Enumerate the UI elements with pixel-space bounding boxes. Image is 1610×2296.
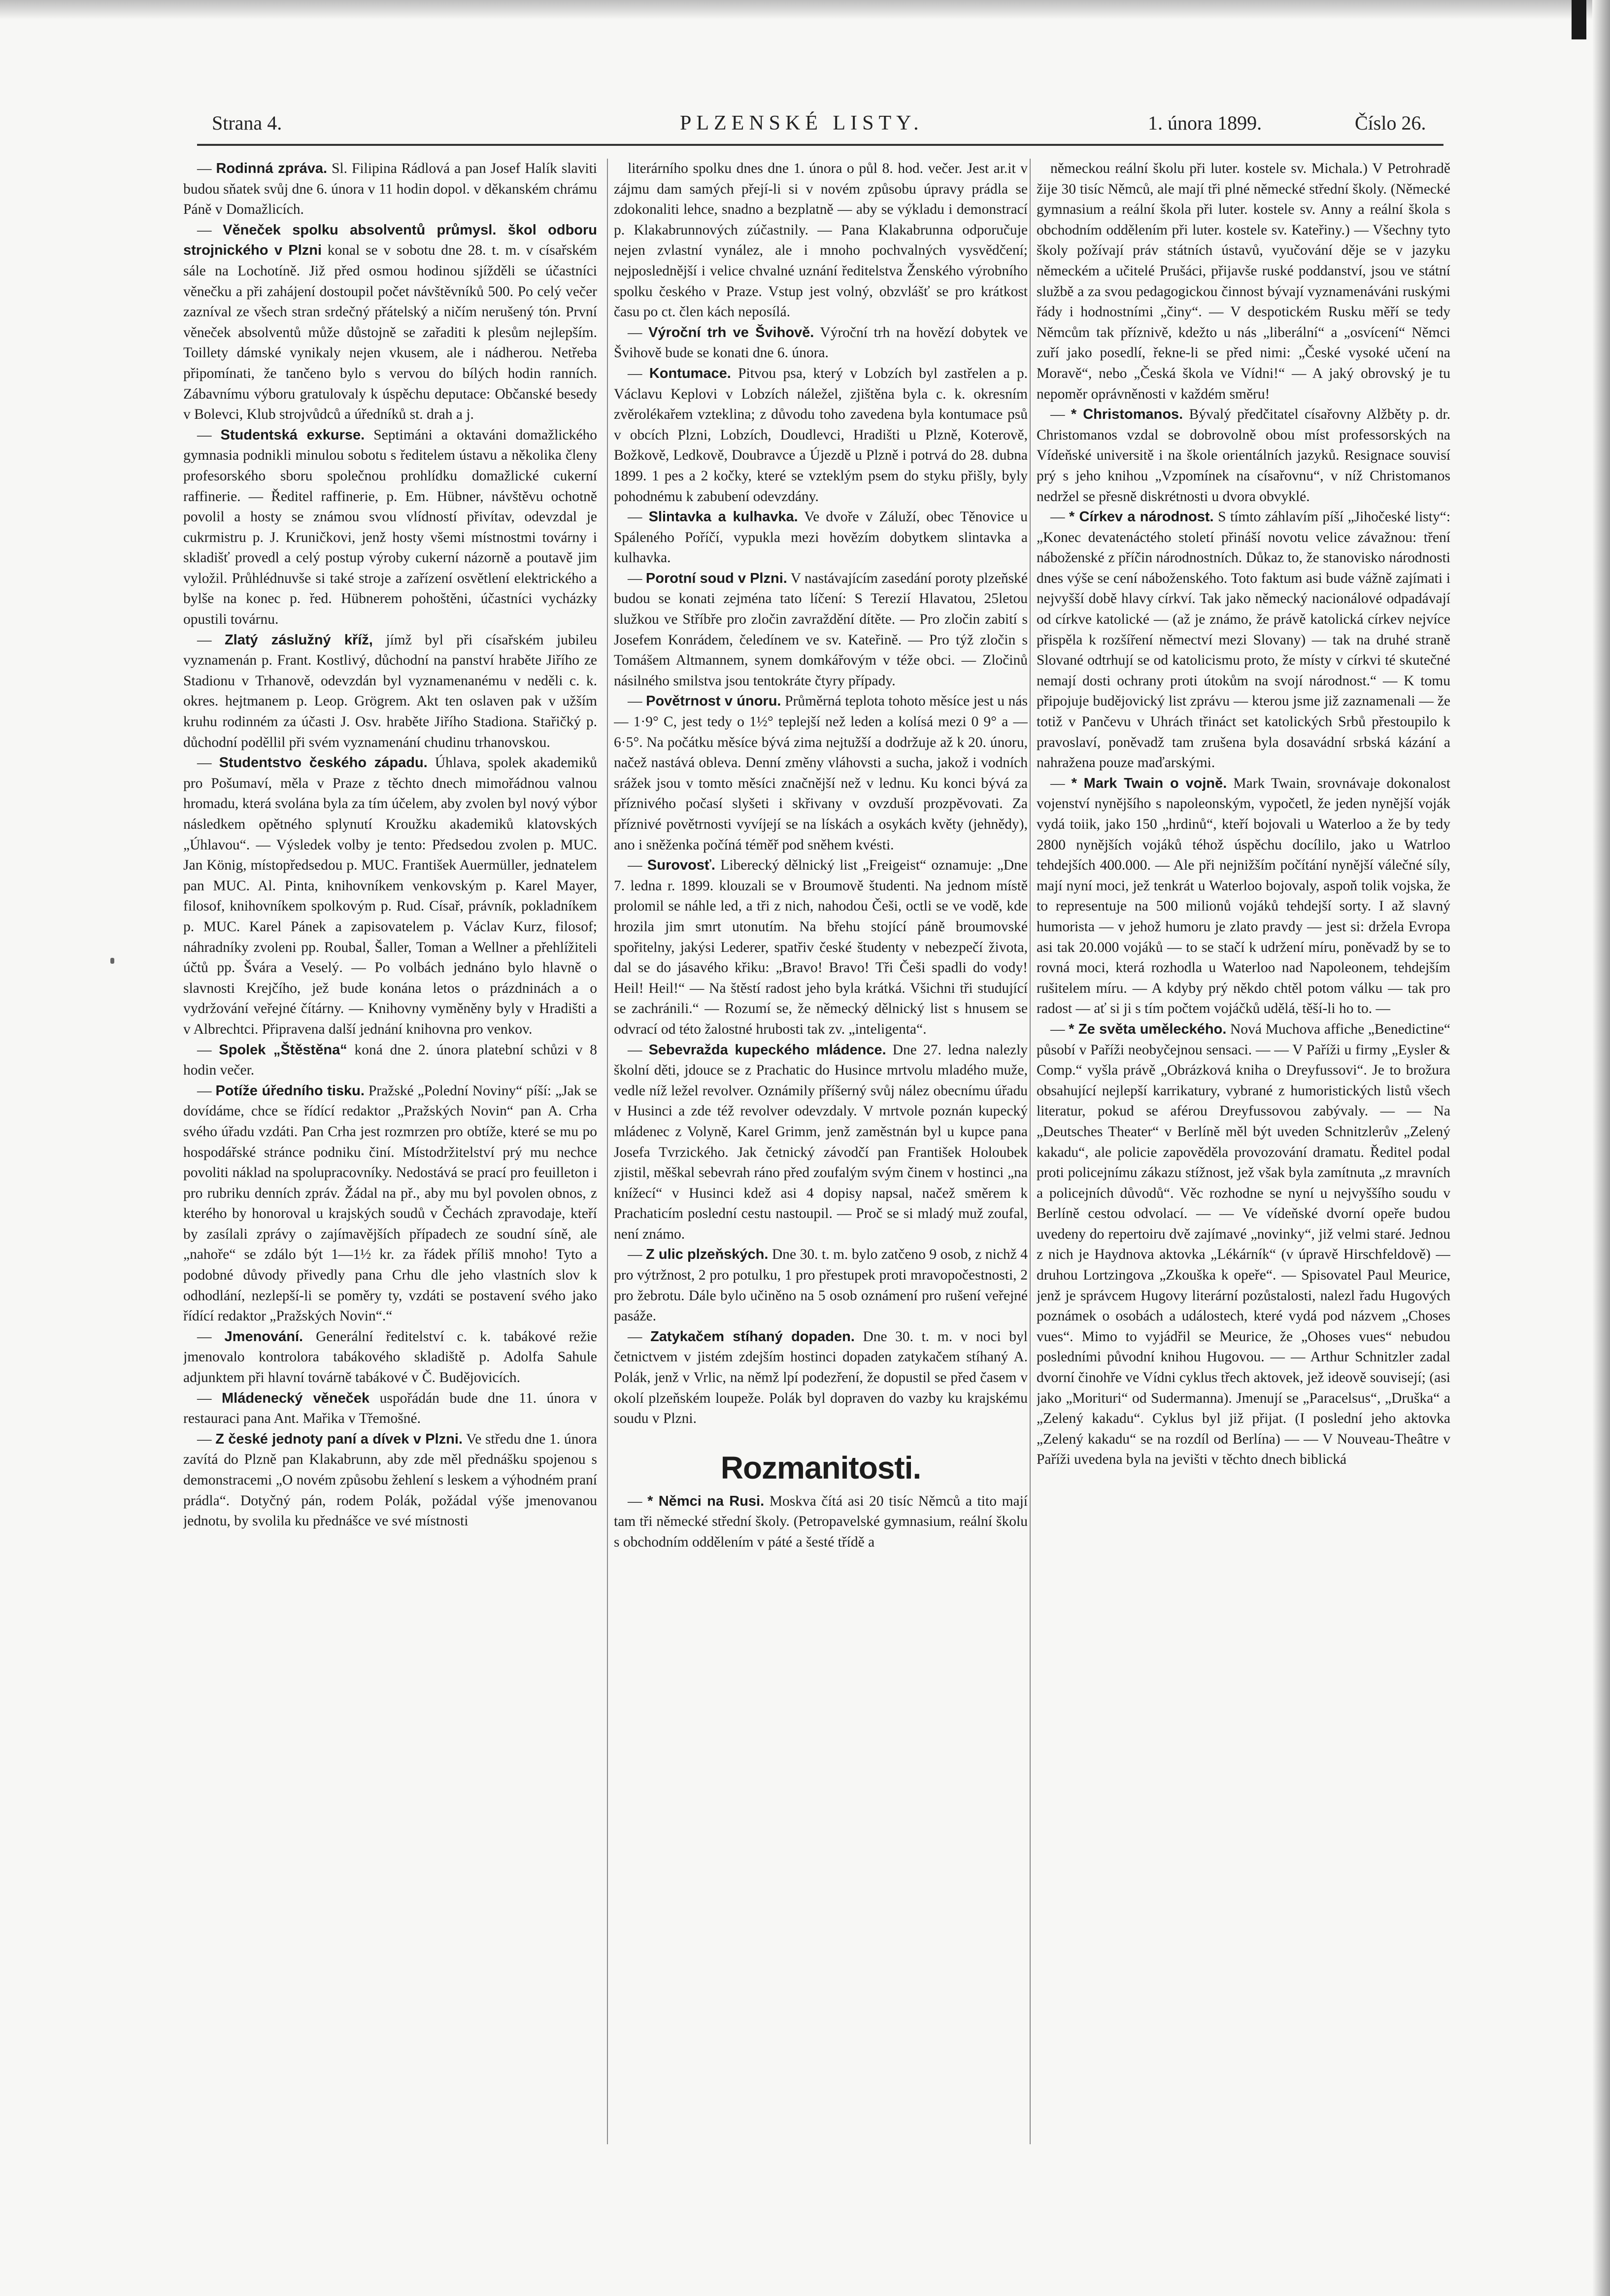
column-2 <box>614 159 1028 2144</box>
article-headline: Potíže úředního tisku. <box>215 1082 365 1099</box>
article-paragraph <box>183 1040 597 1081</box>
article-text: Generální ředitelství c. k. tabákové režie jmenovalo kontrolora tabákového skladiště p. Adolfa Sahule adjunktem při hlavní továrně tabákové v Č. Budějovicích. <box>183 1328 597 1386</box>
article-text: Dne 30. t. m. v noci byl četnictvem v jistém zdejším hostinci dopaden zatykačem stíhaný A. Polák, jenž v Vrlic, na němž lpí podezření, že dopustil se před časem v okolí plzeňském loupeže. Polák byl dopraven do vazby ku krajskému soudu v Plzni. <box>614 1328 1028 1427</box>
em-dash-marker: — <box>628 570 646 586</box>
article-headline: * Ze světa uměleckého. <box>1069 1021 1227 1037</box>
article-text: koná dne 2. února platební schůzi v 8 hodin večer. <box>183 1042 597 1079</box>
em-dash-marker: — <box>197 1431 216 1447</box>
em-dash-marker: — <box>197 1390 222 1406</box>
article-headline: Zlatý záslužný kříž, <box>224 632 373 648</box>
article-text: Moskva čítá asi 20 tisíc Němců a tito mají tam tři německé střední školy. (Petropavelské gymnasium, reální školu s obchodním oddělením v páté a šesté třídě a <box>614 1493 1028 1550</box>
em-dash-marker: — <box>1050 509 1070 525</box>
em-dash-marker: — <box>197 755 219 771</box>
em-dash-marker: — <box>1050 775 1072 791</box>
column-divider <box>1030 159 1031 2144</box>
article-text: Dne 30. t. m. bylo zatčeno 9 osob, z nichž 4 pro výtržnost, 2 pro potulku, 1 pro přestupek proti mravopočestnosti, 2 pro žebrotu. Dále bylo učiněno na 5 osob oznámení pro rušení veřejné pasáže. <box>614 1247 1028 1324</box>
article-paragraph <box>1037 507 1450 774</box>
article-paragraph <box>183 425 597 630</box>
scan-edge-right <box>1592 0 1610 2296</box>
article-text: jímž byl při císařském jubileu vyznamenán p. Frant. Kostlivý, důchodní na panství hraběte Jiřího ze Stadionu v Trhanově, odevzdán byl vyznamenanému v neděli c. k. okres. hejtmanem p. Leop. Grögrem. Akt ten oslaven pak v užším kruhu rodinném za účasti J. Osv. hraběte Jiřího Stadiona. Stařičký p. důchodní poděllil při svém vyznamenání chudinu trhanovskou. <box>183 632 597 750</box>
article-headline: Z ulic plzeňských. <box>646 1247 769 1263</box>
em-dash-marker: — <box>197 222 223 238</box>
article-paragraph <box>614 159 1028 323</box>
article-paragraph <box>183 1429 597 1532</box>
article-headline: Sebevražda kupeckého mládence. <box>648 1042 886 1058</box>
article-text: Úhlava, spolek akademiků pro Pošumaví, měla v Praze z těchto dnech mimořádnou valnou hromadu, která svolána byla za tím účelem, aby zvolen byl nový výbor následkem opětného splynutí Kroužku akademiků klatovských „Úhlavou“. — Výsledek volby je tento: Předsedou zvolen p. MUC. Jan König, místopředsedou p. MUC. František Auermüller, jednatelem pan MUC. Al. Pinta, knihovníkem venkovským p. Karel Mayer, filosof, knihovníkem spolkovým p. Rud. Císař, právník, pokladníkem p. MUC. Karel Pánek a zapisovatelem p. Václav Kurz, filosof; náhradníky zvoleni pp. Roubal, Šaller, Toman a Wellner a přehlížiteli účtů pp. Švára a Veselý. — Po volbách jednáno bylo hlavně o slavnosti Krejčího, jež bude konána letos o prázdninách a o vydržování veřejné čítárny. — Knihovny vyměněny byly v Hradišti a v Albrechtci. Připravena další jednání knihovna pro venkov. <box>183 755 597 1037</box>
article-paragraph <box>183 1388 597 1429</box>
article-text: Sl. Filipina Rádlová a pan Josef Halík slaviti budou sňatek svůj dne 6. února v 11 hodin dopol. v děkanském chrámu Páně v Domažlicích. <box>183 161 597 218</box>
article-paragraph <box>614 364 1028 507</box>
article-headline: Spolek „Štěstěna“ <box>219 1042 347 1058</box>
article-paragraph <box>183 1081 597 1327</box>
article-headline: Surovosť. <box>647 857 715 874</box>
article-paragraph <box>614 855 1028 1040</box>
article-headline: Z české jednoty paní a dívek v Plzni. <box>215 1431 463 1447</box>
article-text: Mark Twain, srovnávaje dokonalost vojenství nynějšího s napoleonským, vypočetl, že jeden nynější voják vydá toiik, jako 150 „hrdinů“, kteří bojovali u Waterloo a že by tedy 2800 nynějších vojáků téhož úspěchu docílilo, jako u Watrloo tehdejších 400.000. — Ale při nejnižším počítání nynější válečné síly, mají nyní moci, jež tenkrát u Waterloo bojovaly, aspoň tolik vojska, že to representuje na 500 milionů vojáků tehdejší sorty. I až slavný humorista — v jehož humoru je zlato pravdy — jest si: držela Evropa asi tak 20.000 vojáků — to se stačí k udržení míru, poněvadž by se to rovná moci, která rozhodla u Waterloo nad Napoleonem, tehdejším rušitelem míru. — A kdyby prý někdo chtěl potom válku — tak pro radost — ať si ji s tím počtem vojáčků udělá, těší-li ho to. — <box>1037 775 1450 1017</box>
article-text: Bývalý předčitatel císařovny Alžběty p. dr. Christomanos vzdal se dobrovolně obou míst professorských na Vídeňské universitě i na škole orientálních jazyků. Resignace souvisí prý s jeho knihou „Vzpomínek na císařovnu“, v níž Christomanos nedržel se přesně diskrétnosti u dvora obvyklé. <box>1037 406 1450 505</box>
scan-corner-mark <box>1572 0 1586 39</box>
article-text: S tímto záhlavím píší „Jihočeské listy“: „Konec devatenáctého století přináší novotu velice závažnou: tření náboženské z příčin národnostních. Důkaz to, že stanovisko národnosti dnes výše se cení náboženského. Toto faktum asi bude vážně zajímati i nejvyšší době hlavy církví. Tak jako německý nacionálové odpadávají od církve katolické — (až je známo, že právě katolická církev nejvíce přispěla k rozšíření němectví mezi Slovany) — tak na druhé straně Slované odtrhují se od katolicismu proto, že místy v církvi té skutečné nemají dosti ochrany proti útokům na svojí národnost.“ — K tomu připojuje budějovický list zprávu — kterou jsme již zaznamenali — že totiž v Pančevu v Uhrách třináct set katolických Srbů přestoupilo k pravoslaví, poněvadž tam zrušena byla dosavádní srbská kázání a nahražena pouze maďarskými. <box>1037 509 1450 771</box>
column-divider <box>607 159 608 2144</box>
article-paragraph <box>614 1327 1028 1429</box>
article-text: Ve středu dne 1. února zavítá do Plzně pan Klakabrunn, aby zde měl přednášku spojenou s demonstracemi „O novém způsobu žehlení s leskem a výhodném praní prádla“. Dotyčný pán, rodem Polák, požádal výše jmenovanou jednotu, by svolila ku přednášce ve své místnosti <box>183 1431 597 1529</box>
article-headline: Mládenecký věneček <box>222 1390 370 1406</box>
article-text: Nová Muchova affiche „Benedictine“ působí v Paříži neobyčejnou sensaci. — — V Paříži u firmy „Eysler & Comp.“ vyšla právě „Obrázková kniha o Dreyfussovi“. Je to brožura obsahující nejlepší karrikatury, vybrané z humoristických listů všech literatur, pokud se aférou Dreyfussovou zabývaly. — — Na „Deutsches Theater“ v Berlíně měl být uveden Schnitzlerův „Zelený kakadu“, ale policie zapověděla provozování dramatu. Ředitel podal proti policejnímu zákazu stížnost, jež však byla zamítnuta „z mravních a policejních důvodů“. Věc rozhodne se nyní u nejvyššího soudu v Berlíně cestou odvolací. — — Ve vídeňské dvorní opeře budou uvedeny do repertoiru dvě zajímavé „novinky“, již velmi staré. Jednou z nich je Haydnova aktovka „Lékárník“ (v úpravě Hirschfeldově) — druhou Lortzingova „Zkouška k opeře“. — Spisovatel Paul Meurice, jenž je správcem Hugovy literární pozůstalosti, nalezl řadu Hugových poznámek o osobách a událostech, které vydá pod názvem „Choses vues“. Mimo to vyjádřil se Meurice, že „Ohoses vues“ nebudou posledními původní knihou Hugovou. — — Arthur Schnitzler zadal dvorní činohře ve Vídni cyklus třech aktovek, jež ideově souvisejí; (asi jako „Morituri“ od Sudermanna). Jmenují se „Paracelsus“, „Druška“ a „Zelený kakadu“. Cyklus byl již přijat. (I poslední jeho aktovka „Zelený kakadu“ se na rozdíl od Berlína) — — V Nouveau-Theâtre v Paříži uvedena byla na jevišti v těchto dnech biblická <box>1037 1021 1450 1468</box>
article-paragraph <box>183 753 597 1040</box>
article-paragraph <box>614 569 1028 692</box>
em-dash-marker: — <box>197 632 225 648</box>
article-paragraph <box>614 1040 1028 1245</box>
em-dash-marker: — <box>628 509 649 525</box>
article-paragraph <box>614 507 1028 569</box>
em-dash-marker: — <box>628 324 649 340</box>
header-rule <box>197 144 1443 146</box>
article-text: Ve dvoře v Záluží, obec Těnovice u Spáleného Poříčí, vypukla mezi hovězím dobytkem slintavka a kulhavka. <box>614 509 1028 566</box>
print-speck <box>110 958 114 964</box>
em-dash-marker: — <box>1050 406 1071 423</box>
article-headline: Kontumace. <box>649 365 731 381</box>
article-headline: * Němci na Rusi. <box>647 1493 765 1509</box>
article-text: V nastávajícím zasedání poroty plzeňské budou se konati zejména tato líčení: S Terezií Hlavatou, 25letou služkou ve Stříbře pro zločin zavraždění dítěte. — Pro zločin zabití s Josefem Konrádem, čeledínem ve sv. Kateřině. — Pro týž zločin s Tomášem Altmannem, synem domkářovým v téže obci. — Zločinů násilného smilstva jsou tentokráte čtyry případy. <box>614 570 1028 689</box>
section-title: Rozmanitosti. <box>720 1450 921 1486</box>
em-dash-marker: — <box>628 693 646 709</box>
article-paragraph <box>1037 405 1450 507</box>
article-headline: Jmenování. <box>224 1328 303 1345</box>
article-paragraph <box>1037 1019 1450 1470</box>
article-text: uspořádán bude dne 11. února v restauraci pana Ant. Mařika v Třemošné. <box>183 1390 597 1427</box>
article-paragraph <box>614 691 1028 855</box>
article-text: konal se v sobotu dne 28. t. m. v císařském sále na Lochotíně. Již před osmou hodinou sjížděli se účastníci věnečku a při zahájení dostoupil počet návštěvníků 500. Po celý večer zazníval ze všech stran srdečný přátelský a ničím nerušený tón. První věneček absolventů může důstojně se zařaditi k plesům nejlepším. Toillety dámské vynikaly nejen vkusem, ale i nádherou. Netřeba připomínati, že tančeno bylo s vervou do bílých hodin ranních. Zábavnímu výboru gratulovaly k úspěchu deputace: Občanské besedy v Bolevci, Klub strojvůdců a úředníků st. drah a j. <box>183 242 597 423</box>
article-paragraph <box>1037 774 1450 1019</box>
article-paragraph <box>183 159 597 220</box>
page-number: Strana 4. <box>212 112 282 134</box>
article-headline: Slintavka a kulhavka. <box>648 509 798 525</box>
em-dash-marker: — <box>628 1328 651 1345</box>
em-dash-marker: — <box>1050 1021 1069 1037</box>
article-headline: Věneček spolku absolventů průmysl. škol odboru strojnického v Plzni <box>183 222 597 259</box>
newspaper-title: PLZENSKÉ LISTY. <box>680 112 924 135</box>
em-dash-marker: — <box>628 1247 646 1263</box>
em-dash-marker: — <box>197 1328 225 1345</box>
article-paragraph <box>1037 159 1450 405</box>
article-text: Liberecký dělnický list „Freigeist“ oznamuje: „Dne 7. ledna r. 1899. klouzali se v Broumově študenti. Na jednom místě prolomil se náhle led, a tři z nich, nahodou Češi, octli se ve vodě, kde hrozila jim smrt utonutím. Na břehu stojící páně broumovské spořitelny, jakýsi Lederer, spatřiv české študenty v nebezpečí života, dal se do jásavého křiku: „Bravo! Bravo! Tři Češi spadli do vody! Heil! Heil!“ — Na štěstí radost jeho byla krátká. Všichni tři studující se zachránili.“ — Rozumí se, že německý dělnický list s hnusem se odvrací od této žalostné hrubosti tak zv. „inteligenta“. <box>614 857 1028 1037</box>
scan-edge-top <box>0 0 1610 20</box>
article-paragraph <box>614 1491 1028 1553</box>
article-headline: Zatykačem stíhaný dopaden. <box>650 1328 855 1345</box>
article-text: Pražské „Polední Noviny“ píší: „Jak se dovídáme, chce se řídící redaktor „Pražských Novin“ pan A. Crha svého úřadu vzdáti. Pan Crha jest rozmrzen pro obtíže, které se mu po hospodářské stránce podniku činí. Místodržitelství prý mu nechce povoliti náklad na spolupracovníky. Nedostává se prací pro feuilleton i pro rubriku denních zpráv. Žádal na př., aby mu byl povolen obnos, z kterého by honoroval u krajských soudů v Čechách zpravodaje, kteří by zasílali zprávy o zajímavějších případech ze soudní síně, ale „nahoře“ se zdálo být 1—1½ kr. za řádek příliš mnoho! Tyto a podobné důvody přivedly pana Crhu dle jeho vlastních slov k odhodlání, nezlepší-li se poměry ty, vzdáti se postavení svého jako řídící redaktor „Pražských Novin“.“ <box>183 1082 597 1324</box>
em-dash-marker: — <box>628 1493 648 1509</box>
article-paragraph <box>183 630 597 753</box>
em-dash-marker: — <box>628 365 649 381</box>
article-paragraph <box>183 1327 597 1388</box>
em-dash-marker: — <box>197 427 221 443</box>
article-headline: * Christomanos. <box>1071 406 1183 423</box>
article-text: literárního spolku dnes dne 1. února o půl 8. hod. večer. Jest ar.it v zájmu dam samých přejí-li si v novém způsobu úpravy prádla se zdokonaliti lehce, snadno a bezplatně — aby se výkladu i demonstrací p. Klakabrunnových zúčastnily. — Pana Klakabrunna odporučuje nejen zvlastní vynález, ale i mnoho pochvalných vysvědčení; nejposlednější i velice chvalné uznání ředitelstva Ženského výrobního spolku českého v Praze. Vstup jest volný, obzvlášť se pro krátkost času po ct. člen kách neposílá. <box>614 161 1028 320</box>
article-headline: Výroční trh ve Švihově. <box>648 324 814 340</box>
article-headline: Studentská exkurse. <box>220 427 365 443</box>
issue-date: 1. února 1899. <box>1148 112 1262 134</box>
column-3 <box>1037 159 1450 2144</box>
article-headline: Porotní soud v Plzni. <box>645 570 787 586</box>
em-dash-marker: — <box>197 161 216 176</box>
article-text: Dne 27. ledna nalezly školní děti, jdouce se z Prachatic do Husince mrtvolu mladého muže, vedle níž ležel revolver. Oznámily příšerný svůj nález obecnímu úřadu v Husinci a zde též revolver odevzdaly. V mrtvole poznán kupecký mládenec z Volyně, Karel Grimm, jenž zaměstnán byl u kupce pana Josefa Tvrzického. Jak četnický závodčí pan František Holoubek zjistil, měškal sebevrah ráno před zoufalým svým činem v hostinci „na knížecí“ v Husinci kdež asi 4 dopisy napsal, načež směrem k Prachaticím poslední cestu nastoupil. — Proč se si mladý muž zoufal, není známo. <box>614 1042 1028 1242</box>
article-text: německou reální školu při luter. kostele sv. Michala.) V Petrohradě žije 30 tisíc Němců, ale mají tři plné německé střední školy. (Německé gymnasium a reální škola při luter. kostele sv. Anny a reální škola s obchodním oddělením při luter. kostele sv. Kateřiny.) — Všechny tyto školy požívají práv státních ústavů, vyučování děje se v jazyku německém a učitelé Prušáci, přijavše ruské poddanství, jsou ve státní službě a za svou pedagogickou činnost bývají vyznamenáváni ruskými řády i hodnostními „činy“. — V despotickém Rusku měří se tedy Němcům tak příznivě, kdežto u nás „liberální“ a „osvícení“ Němci zuří jako posedlí, řekne-li se před nimi: „České vysoké učení na Moravě“, nebo „Česká škola ve Vídni!“ — A jaký obrovský je tu nepoměr oprávněnosti v každém směru! <box>1037 161 1450 402</box>
em-dash-marker: — <box>197 1042 219 1058</box>
article-headline: Studentstvo českého západu. <box>219 755 428 771</box>
article-paragraph <box>614 323 1028 364</box>
issue-number: Číslo 26. <box>1355 112 1426 134</box>
article-text: Výroční trh na hovězí dobytek ve Švihově bude se konati dne 6. února. <box>614 324 1028 361</box>
em-dash-marker: — <box>628 1042 649 1058</box>
article-text: Septimáni a oktaváni domažlického gymnasia podnikli minulou sobotu s ředitelem ústavu a několika členy profesorského sboru společnou prohlídku domažlické cukerní raffinerie. — Ředitel raffinerie, p. Em. Hübner, návštěvu ochotně povolil a hosty se známou svou vlídností přivítav, odevzdal je cukrmistru p. J. Kruničkovi, jenž hosty všemi místnostmi továrny i skladišť provedl a celý postup výroby cukerní názorně a poutavě jim vyložil. Průhlédnuvše si také stroje a zařízení osvětlení elektrického a bylše na konec p. řed. Hübnerem pohoštěni, účastníci vycházky opustili továrnu. <box>183 427 597 628</box>
article-paragraph <box>183 220 597 425</box>
em-dash-marker: — <box>197 1082 216 1099</box>
article-headline: Povětrnost v únoru. <box>646 693 781 709</box>
article-paragraph <box>614 1245 1028 1326</box>
article-text: Průměrná teplota tohoto měsíce jest u nás — 1·9° C, jest tedy o 1½° teplejší než leden a kolísá mezi 0 9° a — 6·5°. Na počátku měsíce bývá zima nejtužší a dodržuje až k 20. únoru, načež nastává obleva. Denní změny vláhovsti a sucha, jakož i vodních srážek jsou v tomto měsíci značnější než v lednu. Ku konci bývá za příznivého počasí slyšeti i skřivany v ovzduší prozpěvovati. Za příznivé povětrnosti vyvíjejí se na lískách a osykách květy (jehnědy), ano i sněženka počíná téměř pod sněhem kvésti. <box>614 693 1028 853</box>
article-headline: Rodinná zpráva. <box>216 161 328 176</box>
article-headline: * Církev a národnost. <box>1069 509 1214 525</box>
em-dash-marker: — <box>628 857 647 874</box>
page-header <box>212 111 1434 141</box>
column-1 <box>183 159 597 2144</box>
article-headline: * Mark Twain o vojně. <box>1071 775 1227 791</box>
article-text: Pitvou psa, který v Lobzích byl zastřelen a p. Václavu Keplovi v Lobzích náležel, zjištěna byla c. k. okresním zvěrolékařem vzteklina; z důvodu toho zavedena byla kontumace psů v obcích Plzni, Lobzích, Doudlevci, Hradišti u Plzně, Koterově, Božkově, Ledkově, Doubravce a Újezdě u Plzně i potrvá do 28. dubna 1899. 1 pes a 2 kočky, které se vzteklým psem do styku přišly, byly pohodnému k zabubení odevzdány. <box>614 365 1028 505</box>
